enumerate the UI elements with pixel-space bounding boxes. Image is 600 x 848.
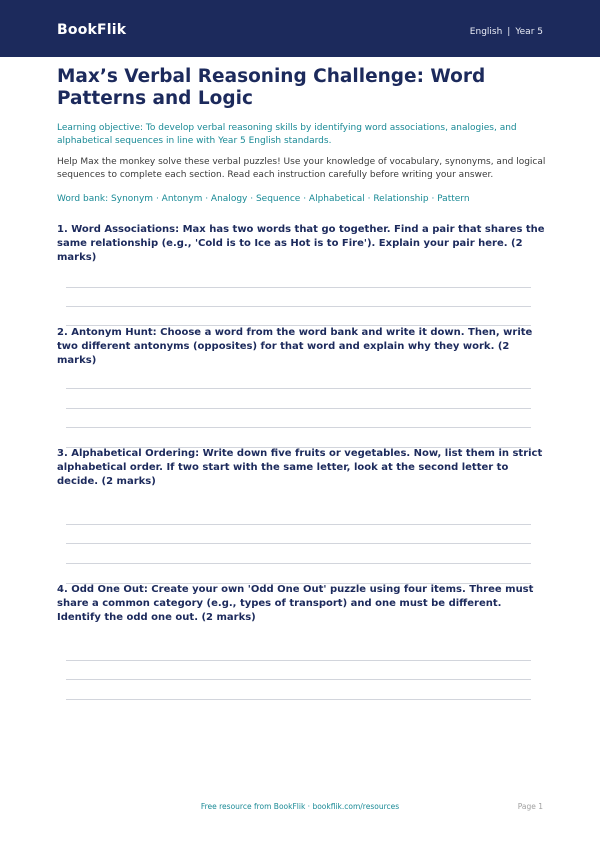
answer-line[interactable] — [66, 563, 531, 564]
question-1: 1. Word Associations: Max has two words that go together. Find a pair that shares the same relationship (e.g., 'Cold is to Ice as Hot is to Fire'). Explain your pair here. (2 marks) — [57, 224, 545, 263]
answer-line[interactable] — [66, 287, 531, 288]
answer-line[interactable] — [66, 306, 531, 307]
question-3: 3. Alphabetical Ordering: Write down five fruits or vegetables. Now, list them in strict alphabetical order. If two start with the same letter, look at the second letter to decide. (2 marks) — [57, 448, 543, 487]
answer-line[interactable] — [66, 427, 531, 428]
answer-line[interactable] — [66, 408, 531, 409]
worksheet-title: Max’s Verbal Reasoning Challenge: Word Patterns and Logic — [57, 66, 486, 109]
answer-line[interactable] — [66, 660, 531, 661]
question-4: 4. Odd One Out: Create your own 'Odd One Out' puzzle using four items. Three must share a common category (e.g., types of transport) and one must be different. Identify the odd one out. (2 marks) — [57, 584, 534, 623]
answer-line[interactable] — [66, 679, 531, 680]
separator: | — [507, 27, 511, 37]
footer-link[interactable]: Free resource from BookFlik · bookflik.com/resources — [200, 802, 400, 811]
answer-line[interactable] — [66, 524, 531, 525]
intro-text: Help Max the monkey solve these verbal puzzles! Use your knowledge of vocabulary, synonyms, and logical sequences to complete each section. Read each instruction carefully before writing your answer. — [57, 157, 546, 180]
learning-objective: Learning objective: To develop verbal reasoning skills by identifying word associations, analogies, and alphabetical sequences in line with Year 5 English standards. — [57, 123, 517, 146]
word-bank: Word bank: Synonym · Antonym · Analogy · Sequence · Alphabetical · Relationship · Pattern — [57, 194, 470, 204]
answer-line[interactable] — [66, 388, 531, 389]
year-label: Year 5 — [515, 27, 543, 37]
question-2: 2. Antonym Hunt: Choose a word from the word bank and write it down. Then, write two different antonyms (opposites) for that word and explain why they work. (2 marks) — [57, 327, 533, 366]
subject-label: English — [469, 27, 503, 37]
header-bar — [0, 0, 600, 57]
answer-line[interactable] — [66, 699, 531, 700]
brand-logo[interactable]: BookFlik — [57, 22, 127, 38]
answer-line[interactable] — [66, 543, 531, 544]
page-number: Page 1 — [517, 802, 543, 811]
subject-year-label — [470, 27, 543, 37]
